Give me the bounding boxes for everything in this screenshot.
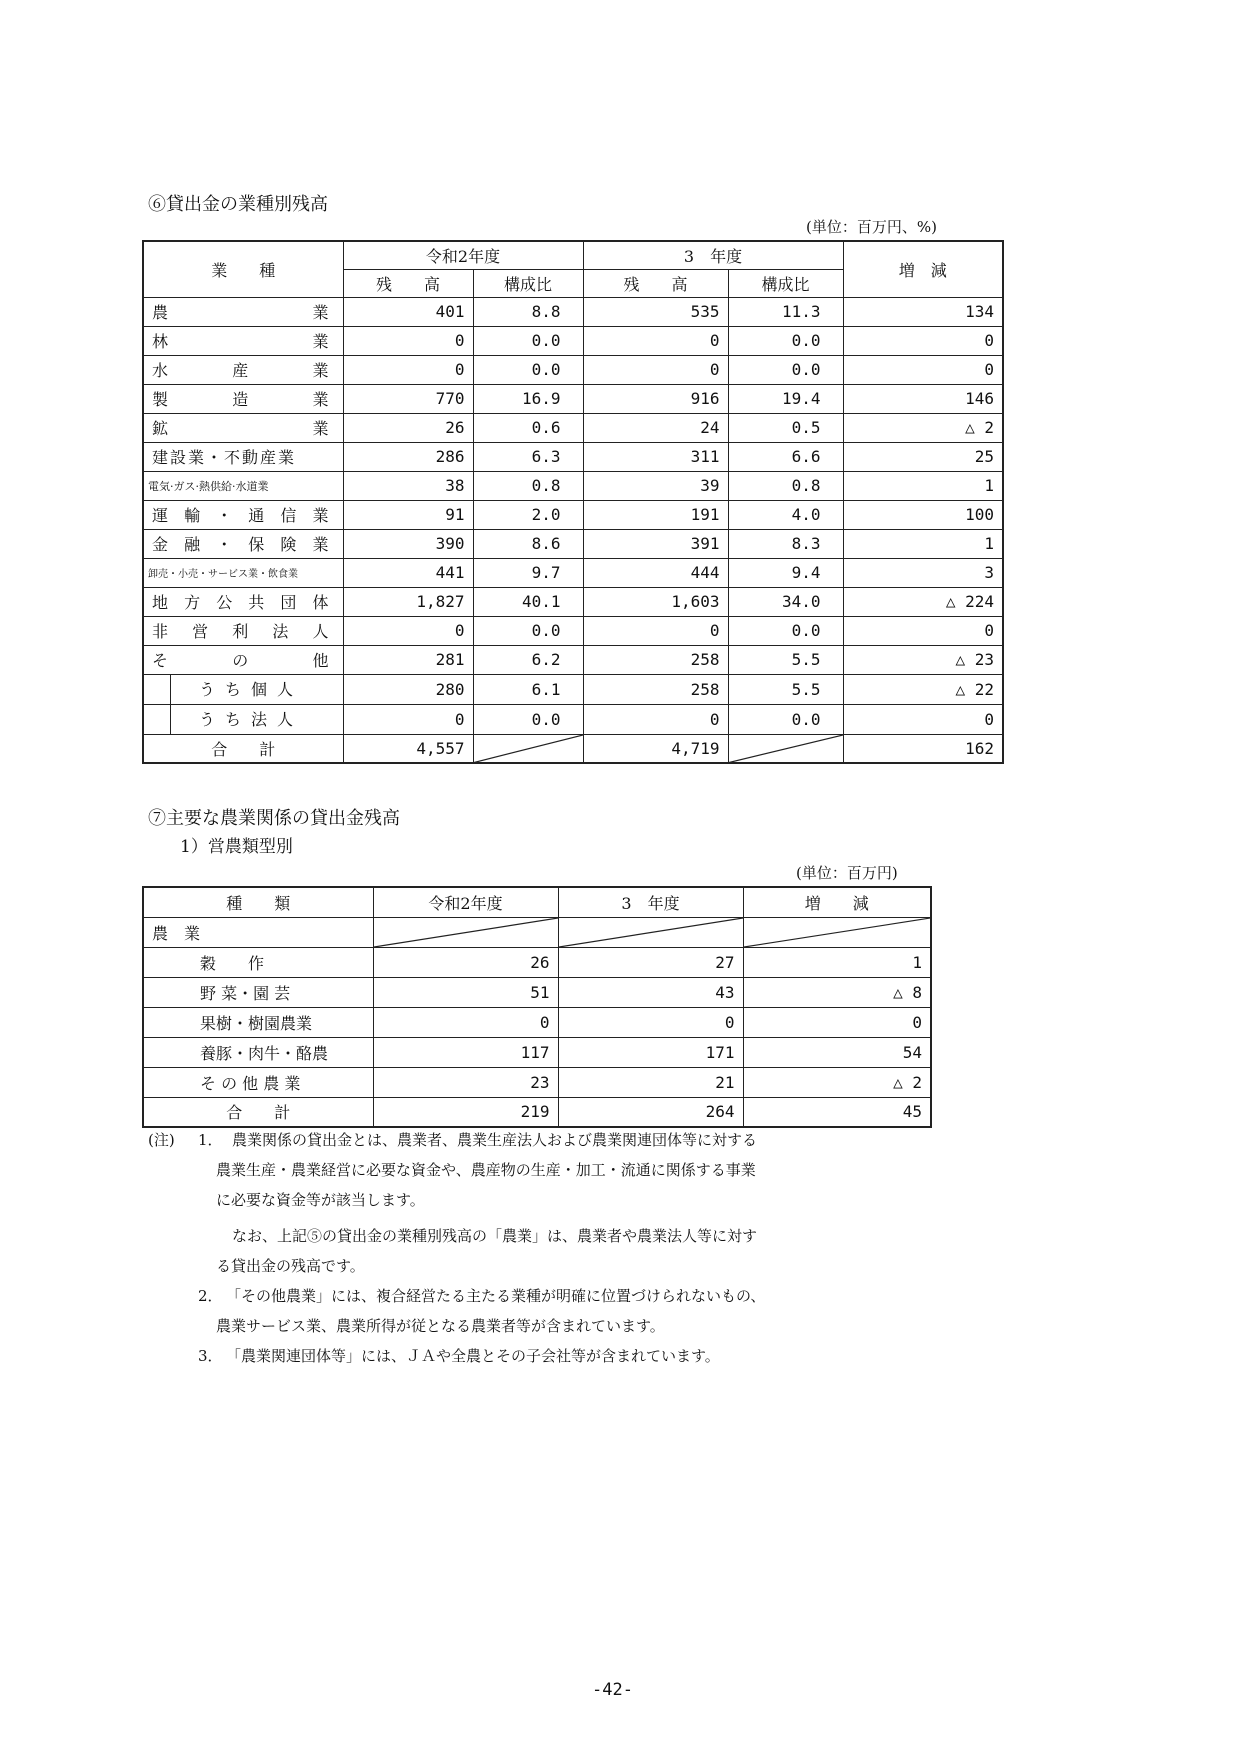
notes-prefix: (注) — [148, 1131, 175, 1149]
cell-balance2: 191 — [583, 500, 728, 529]
cell-label — [143, 558, 343, 587]
cell-ratio1: 16.9 — [473, 384, 583, 413]
cell-v2: 171 — [558, 1037, 743, 1067]
cell-v1: 117 — [373, 1037, 558, 1067]
note1-line1: 農業関係の貸出金とは、農業者、農業生産法人および農業関連団体等に対する — [232, 1131, 758, 1149]
cell-ratio2: 9.4 — [728, 558, 843, 587]
group-change-blank — [743, 917, 931, 947]
table-row — [143, 384, 1003, 413]
group-year2-blank — [558, 917, 743, 947]
cell-ratio1: 6.2 — [473, 645, 583, 674]
cell-ratio1: 8.6 — [473, 529, 583, 558]
cell-balance1: 390 — [343, 529, 473, 558]
cell-balance1: 401 — [343, 297, 473, 326]
group-row-farming — [143, 917, 931, 947]
note1-line3: に必要な資金等が該当します。 — [216, 1191, 425, 1209]
row-label: 電気·ガス·熱供給·水道業 — [148, 479, 269, 493]
header-kind: 種 類 — [143, 887, 373, 917]
cell-balance1: 91 — [343, 500, 473, 529]
note2-line1: 「その他農業」には、複合経営たる主たる業種が明確に位置づけられないもの、 — [226, 1287, 766, 1305]
total-balance2: 4,719 — [583, 734, 728, 763]
header-year1: 令和2年度 — [343, 241, 583, 269]
cell-ratio2: 8.3 — [728, 529, 843, 558]
total-ratio2-blank — [728, 734, 843, 763]
cell-balance2: 1,603 — [583, 587, 728, 616]
table-row — [143, 587, 1003, 616]
row-label: その他 — [152, 651, 329, 670]
cell-chg: 54 — [743, 1037, 931, 1067]
cell-v1: 51 — [373, 977, 558, 1007]
cell-change: △ 22 — [843, 674, 1003, 704]
note1-line4: なお、上記⑤の貸出金の業種別残高の「農業」は、農業者や農業法人等に対す — [232, 1227, 758, 1245]
cell-ratio2: 5.5 — [728, 645, 843, 674]
cell-label — [143, 297, 343, 326]
cell-balance2: 311 — [583, 442, 728, 471]
cell-label — [143, 587, 343, 616]
cell-label — [143, 529, 343, 558]
cell-balance1: 0 — [343, 326, 473, 355]
section6-title: ⑥貸出金の業種別残高 — [148, 194, 328, 215]
total-row — [143, 1097, 931, 1127]
cell-balance2: 916 — [583, 384, 728, 413]
cell-balance2: 391 — [583, 529, 728, 558]
header-industry: 業 種 — [143, 241, 343, 297]
row-label: 林業 — [152, 332, 329, 351]
header-change: 増 減 — [843, 241, 1003, 297]
cell-balance2: 535 — [583, 297, 728, 326]
table-row — [143, 977, 931, 1007]
row-label: 運輸・通信業 — [152, 506, 329, 525]
row-label: 卸売・小売・サービス業・飲食業 — [148, 569, 298, 580]
table-row — [143, 355, 1003, 384]
total-row — [143, 734, 1003, 763]
total-balance1: 4,557 — [343, 734, 473, 763]
page-number: -42- — [592, 1680, 633, 1700]
cell-ratio2: 0.8 — [728, 471, 843, 500]
cell-balance1: 286 — [343, 442, 473, 471]
cell-label — [143, 355, 343, 384]
note1-number: 1． — [198, 1131, 223, 1149]
cell-chg: 0 — [743, 1007, 931, 1037]
cell-balance1: 0 — [343, 704, 473, 734]
cell-change: 0 — [843, 704, 1003, 734]
section6-unit: (単位：百万円、%) — [806, 218, 937, 236]
table-row — [143, 1037, 931, 1067]
cell-balance1: 0 — [343, 355, 473, 384]
row-label: 農業 — [152, 303, 329, 322]
cell-label — [143, 645, 343, 674]
row-label: 非営利法人 — [152, 622, 329, 641]
cell-v2: 27 — [558, 947, 743, 977]
note1-line2: 農業生産・農業経営に必要な資金や、農産物の生産・加工・流通に関係する事業 — [216, 1161, 756, 1179]
total-label: 合 計 — [143, 734, 343, 763]
cell-ratio1: 0.6 — [473, 413, 583, 442]
cell-label — [143, 471, 343, 500]
cell-change: △ 224 — [843, 587, 1003, 616]
total-ratio1-blank — [473, 734, 583, 763]
row-label: そ の 他 農 業 — [143, 1067, 373, 1097]
cell-ratio1: 8.8 — [473, 297, 583, 326]
cell-balance2: 0 — [583, 704, 728, 734]
cell-label — [143, 674, 343, 704]
cell-balance2: 0 — [583, 616, 728, 645]
cell-label — [143, 704, 343, 734]
table-row — [143, 704, 1003, 734]
cell-v1: 0 — [373, 1007, 558, 1037]
cell-change: 100 — [843, 500, 1003, 529]
table-row — [143, 558, 1003, 587]
cell-ratio1: 0.8 — [473, 471, 583, 500]
cell-ratio1: 0.0 — [473, 355, 583, 384]
cell-ratio2: 0.0 — [728, 616, 843, 645]
table-row — [143, 947, 931, 977]
cell-ratio2: 5.5 — [728, 674, 843, 704]
total-year2: 264 — [558, 1097, 743, 1127]
table-row — [143, 413, 1003, 442]
row-label: 地方公共団体 — [152, 593, 329, 612]
farm-type-table — [142, 886, 932, 1128]
row-label: 製造業 — [152, 390, 329, 409]
total-year1: 219 — [373, 1097, 558, 1127]
row-label: 果樹・樹園農業 — [143, 1007, 373, 1037]
cell-chg: △ 2 — [743, 1067, 931, 1097]
table-row — [143, 442, 1003, 471]
cell-balance2: 258 — [583, 645, 728, 674]
cell-chg: △ 8 — [743, 977, 931, 1007]
cell-balance1: 26 — [343, 413, 473, 442]
cell-change: 146 — [843, 384, 1003, 413]
cell-change: 134 — [843, 297, 1003, 326]
row-label: 鉱業 — [152, 419, 329, 438]
table-row — [143, 471, 1003, 500]
cell-ratio2: 0.0 — [728, 326, 843, 355]
table-row — [143, 645, 1003, 674]
row-label: 野 菜・園 芸 — [143, 977, 373, 1007]
cell-change: 0 — [843, 326, 1003, 355]
cell-ratio2: 19.4 — [728, 384, 843, 413]
cell-ratio1: 2.0 — [473, 500, 583, 529]
cell-label — [143, 442, 343, 471]
header-ratio1: 構成比 — [473, 269, 583, 297]
header-ratio2: 構成比 — [728, 269, 843, 297]
section7-unit: (単位：百万円) — [796, 864, 898, 882]
group-label: 農 業 — [143, 917, 373, 947]
row-label: 穀 作 — [143, 947, 373, 977]
cell-balance1: 770 — [343, 384, 473, 413]
total-label: 合 計 — [143, 1097, 373, 1127]
cell-v2: 0 — [558, 1007, 743, 1037]
note3-number: 3． — [198, 1347, 223, 1365]
cell-change: 25 — [843, 442, 1003, 471]
row-label: うち個人 — [199, 679, 304, 699]
header-year2: 3 年度 — [558, 887, 743, 917]
cell-change: 0 — [843, 616, 1003, 645]
total-change: 162 — [843, 734, 1003, 763]
table-row — [143, 1067, 931, 1097]
note2-line2: 農業サービス業、農業所得が従となる農業者等が含まれています。 — [216, 1317, 665, 1335]
table-row — [143, 1007, 931, 1037]
section7-title: ⑦主要な農業関係の貸出金残高 — [148, 808, 400, 829]
cell-ratio1: 6.3 — [473, 442, 583, 471]
table-row — [143, 674, 1003, 704]
cell-ratio2: 0.5 — [728, 413, 843, 442]
cell-v2: 21 — [558, 1067, 743, 1097]
row-label: 水産業 — [152, 361, 329, 380]
cell-label — [143, 384, 343, 413]
note1-line5: る貸出金の残高です。 — [216, 1257, 365, 1275]
cell-ratio1: 0.0 — [473, 704, 583, 734]
cell-balance2: 0 — [583, 355, 728, 384]
header-change: 増 減 — [743, 887, 931, 917]
table-row — [143, 500, 1003, 529]
cell-balance1: 38 — [343, 471, 473, 500]
cell-ratio2: 0.0 — [728, 704, 843, 734]
cell-balance2: 444 — [583, 558, 728, 587]
total-change: 45 — [743, 1097, 931, 1127]
note3-line1: 「農業関連団体等」には、ＪＡや全農とその子会社等が含まれています。 — [226, 1347, 720, 1365]
cell-ratio1: 0.0 — [473, 326, 583, 355]
table-row — [143, 297, 1003, 326]
cell-ratio2: 6.6 — [728, 442, 843, 471]
cell-chg: 1 — [743, 947, 931, 977]
cell-ratio1: 40.1 — [473, 587, 583, 616]
header-year1: 令和2年度 — [373, 887, 558, 917]
group-year1-blank — [373, 917, 558, 947]
cell-ratio2: 11.3 — [728, 297, 843, 326]
cell-balance1: 1,827 — [343, 587, 473, 616]
note2-number: 2． — [198, 1287, 223, 1305]
cell-ratio1: 9.7 — [473, 558, 583, 587]
cell-balance2: 258 — [583, 674, 728, 704]
cell-ratio2: 4.0 — [728, 500, 843, 529]
industry-loan-table — [142, 240, 1004, 764]
cell-ratio2: 34.0 — [728, 587, 843, 616]
cell-v1: 26 — [373, 947, 558, 977]
header-balance2: 残 高 — [583, 269, 728, 297]
cell-label — [143, 616, 343, 645]
cell-balance1: 280 — [343, 674, 473, 704]
cell-label — [143, 326, 343, 355]
cell-ratio2: 0.0 — [728, 355, 843, 384]
header-year2: 3 年度 — [583, 241, 843, 269]
cell-change: △ 23 — [843, 645, 1003, 674]
header-balance1: 残 高 — [343, 269, 473, 297]
row-label: 養豚・肉牛・酪農 — [143, 1037, 373, 1067]
table-row — [143, 326, 1003, 355]
cell-change: 0 — [843, 355, 1003, 384]
cell-balance2: 0 — [583, 326, 728, 355]
cell-ratio1: 6.1 — [473, 674, 583, 704]
row-label: 建設業・不動産業 — [152, 448, 297, 467]
table-row — [143, 529, 1003, 558]
table-row — [143, 616, 1003, 645]
cell-change: 1 — [843, 529, 1003, 558]
cell-label — [143, 413, 343, 442]
cell-change: △ 2 — [843, 413, 1003, 442]
row-label: うち法人 — [199, 709, 304, 729]
cell-ratio1: 0.0 — [473, 616, 583, 645]
cell-balance2: 39 — [583, 471, 728, 500]
section7-subtitle: 1）営農類型別 — [180, 837, 293, 857]
cell-balance2: 24 — [583, 413, 728, 442]
cell-balance1: 281 — [343, 645, 473, 674]
cell-v2: 43 — [558, 977, 743, 1007]
row-label: 金融・保険業 — [152, 535, 329, 554]
cell-label — [143, 500, 343, 529]
cell-balance1: 441 — [343, 558, 473, 587]
cell-change: 3 — [843, 558, 1003, 587]
cell-change: 1 — [843, 471, 1003, 500]
cell-balance1: 0 — [343, 616, 473, 645]
cell-v1: 23 — [373, 1067, 558, 1097]
